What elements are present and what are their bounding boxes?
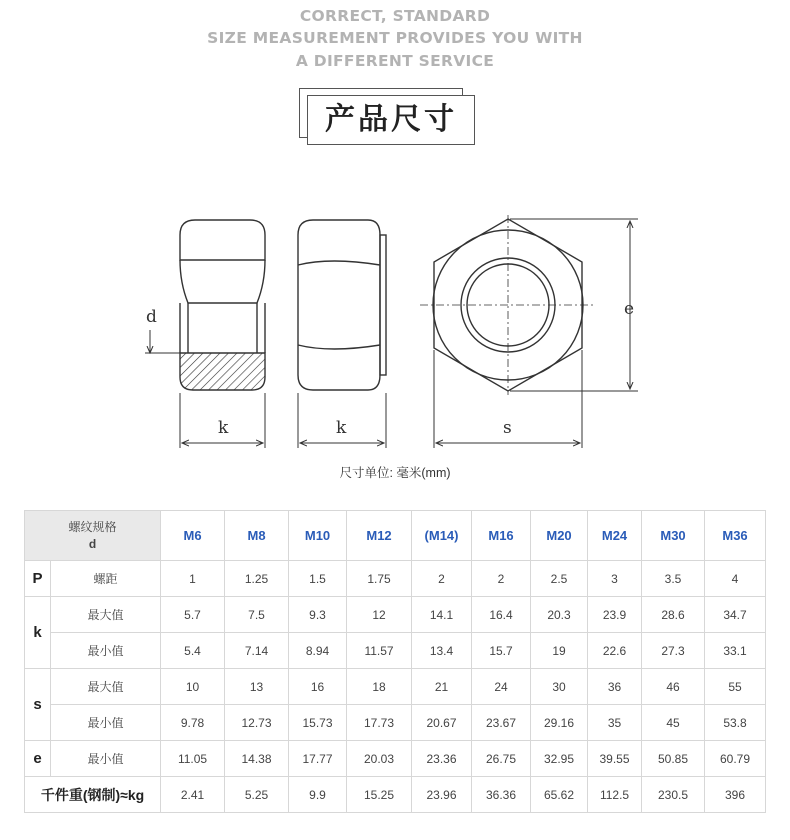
dimension-label-k-2: k [336,418,347,438]
table-row [25,705,766,741]
header-size-cell: M36 [705,511,766,561]
weight-value-cell: 36.36 [472,777,531,813]
weight-value-cell: 23.96 [412,777,472,813]
dimension-label-d: d [146,307,157,327]
value-cell: 46 [642,669,705,705]
table-row [25,561,766,597]
value-cell: 23.9 [588,597,642,633]
header-size-cell: M8 [225,511,289,561]
value-cell: 27.3 [642,633,705,669]
row-symbol-cell: e [25,741,51,777]
value-cell: 14.1 [412,597,472,633]
header-size-cell: M10 [289,511,347,561]
value-cell: 28.6 [642,597,705,633]
value-cell: 20.67 [412,705,472,741]
value-cell: 32.95 [531,741,588,777]
weight-value-cell: 9.9 [289,777,347,813]
table-row [25,669,766,705]
weight-value-cell: 2.41 [161,777,225,813]
value-cell: 10 [161,669,225,705]
nut-side-section-view [180,220,265,390]
row-label-cell: 最小值 [51,741,161,777]
row-symbol-cell: P [25,561,51,597]
table-row-weight [25,777,766,813]
value-cell: 9.3 [289,597,347,633]
value-cell: 23.36 [412,741,472,777]
header-size-cell: M30 [642,511,705,561]
header-thread-spec-label: 螺纹规格 [68,519,117,534]
table-header-row [25,511,766,561]
value-cell: 17.73 [347,705,412,741]
value-cell: 22.6 [588,633,642,669]
header-size-cell: (M14) [412,511,472,561]
value-cell: 29.16 [531,705,588,741]
row-label-cell: 最小值 [51,705,161,741]
value-cell: 8.94 [289,633,347,669]
value-cell: 24 [472,669,531,705]
value-cell: 5.4 [161,633,225,669]
value-cell: 34.7 [705,597,766,633]
value-cell: 50.85 [642,741,705,777]
section-title-box [307,88,481,146]
value-cell: 1.5 [289,561,347,597]
nut-top-view [420,215,596,395]
value-cell: 19 [531,633,588,669]
value-cell: 15.73 [289,705,347,741]
value-cell: 2 [472,561,531,597]
tagline-line-2: SIZE MEASUREMENT PROVIDES YOU WITH [207,29,583,47]
value-cell: 15.7 [472,633,531,669]
nut-side-external-view [298,220,386,390]
value-cell: 18 [347,669,412,705]
value-cell: 7.14 [225,633,289,669]
row-label-cell: 最小值 [51,633,161,669]
header-size-cell: M24 [588,511,642,561]
value-cell: 21 [412,669,472,705]
value-cell: 11.05 [161,741,225,777]
header-size-cell: M12 [347,511,412,561]
value-cell: 12 [347,597,412,633]
header-thread-spec-symbol: d [88,536,97,551]
weight-value-cell: 112.5 [588,777,642,813]
tagline-line-3: A DIFFERENT SERVICE [295,52,495,70]
weight-value-cell: 65.62 [531,777,588,813]
value-cell: 2.5 [531,561,588,597]
value-cell: 4 [705,561,766,597]
value-cell: 60.79 [705,741,766,777]
weight-value-cell: 230.5 [642,777,705,813]
value-cell: 26.75 [472,741,531,777]
table-row [25,741,766,777]
value-cell: 2 [412,561,472,597]
value-cell: 16.4 [472,597,531,633]
value-cell: 13 [225,669,289,705]
value-cell: 14.38 [225,741,289,777]
header-size-cell: M6 [161,511,225,561]
value-cell: 9.78 [161,705,225,741]
value-cell: 1.25 [225,561,289,597]
value-cell: 45 [642,705,705,741]
title-frame-front [307,95,475,145]
header-size-cell: M16 [472,511,531,561]
value-cell: 12.73 [225,705,289,741]
weight-value-cell: 15.25 [347,777,412,813]
value-cell: 1.75 [347,561,412,597]
header-thread-spec [25,511,161,561]
value-cell: 20.3 [531,597,588,633]
value-cell: 13.4 [412,633,472,669]
value-cell: 36 [588,669,642,705]
table-row [25,633,766,669]
value-cell: 39.55 [588,741,642,777]
value-cell: 17.77 [289,741,347,777]
weight-value-cell: 5.25 [225,777,289,813]
value-cell: 5.7 [161,597,225,633]
row-label-cell: 最大值 [51,597,161,633]
value-cell: 33.1 [705,633,766,669]
value-cell: 55 [705,669,766,705]
value-cell: 7.5 [225,597,289,633]
value-cell: 3.5 [642,561,705,597]
table-row [25,597,766,633]
value-cell: 35 [588,705,642,741]
weight-label-cell: 千件重(钢制)≈kg [25,777,161,813]
tagline-line-1: CORRECT, STANDARD [299,7,491,25]
row-symbol-cell: k [25,597,51,669]
hex-nut-technical-drawing [130,205,650,455]
value-cell: 53.8 [705,705,766,741]
dimension-table [24,510,766,813]
value-cell: 30 [531,669,588,705]
row-label-cell: 螺距 [51,561,161,597]
dimension-label-k-1: k [218,418,229,438]
unit-note: 尺寸单位: 毫米(mm) [339,466,451,480]
dimension-label-e: e [624,299,635,319]
section-title: 产品尺寸 [325,102,457,137]
value-cell: 3 [588,561,642,597]
dimension-lines [145,219,638,448]
row-label-cell: 最大值 [51,669,161,705]
value-cell: 23.67 [472,705,531,741]
row-symbol-cell: s [25,669,51,741]
header-size-cell: M20 [531,511,588,561]
value-cell: 11.57 [347,633,412,669]
weight-value-cell: 396 [705,777,766,813]
value-cell: 16 [289,669,347,705]
dimension-label-s: s [503,418,512,438]
value-cell: 1 [161,561,225,597]
value-cell: 20.03 [347,741,412,777]
